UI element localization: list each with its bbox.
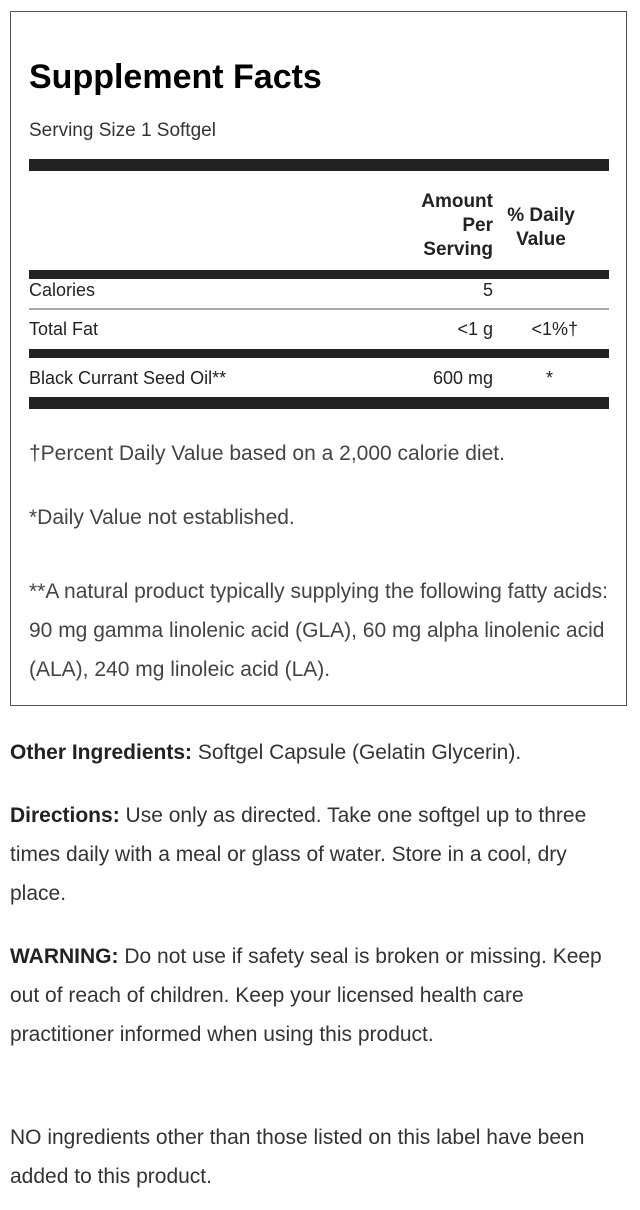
row-calories-name: Calories (29, 280, 96, 300)
amount-header-line2: Per (462, 215, 493, 236)
warning-text: Do not use if safety seal is broken or missing. Keep out of reach of children. Keep your licensed health care practitioner informed when using this product. (10, 945, 602, 1046)
amount-per-serving-header (383, 190, 493, 262)
directions-label: Directions: (10, 804, 120, 827)
warning (10, 937, 625, 1054)
daily-value-header (496, 204, 586, 252)
row-calories-amount: 5 (482, 280, 493, 300)
divider-thick-mid (29, 349, 609, 358)
other-ingredients-text: Softgel Capsule (Gelatin Glycerin). (192, 741, 522, 764)
row-black-currant-name: Black Currant Seed Oil** (29, 368, 227, 388)
dv-header-line2: Value (516, 229, 566, 250)
divider-thick-header (29, 270, 609, 279)
other-ingredients-label: Other Ingredients: (10, 741, 193, 764)
row-total-fat-name: Total Fat (29, 319, 99, 339)
serving-size: Serving Size 1 Softgel (29, 120, 216, 141)
no-ingredients-statement (10, 1118, 625, 1196)
row-black-currant-dv: * (545, 368, 553, 388)
divider-thick-bottom (29, 397, 609, 409)
footnote-percent-dv: †Percent Daily Value based on a 2,000 calorie diet. (29, 442, 505, 465)
directions (10, 796, 625, 913)
warning-label: WARNING: (10, 945, 119, 968)
no-ingredients-text: NO ingredients other than those listed on this label have been added to this product. (10, 1126, 585, 1188)
facts-title: Supplement Facts (29, 58, 322, 96)
amount-header-line3: Serving (423, 239, 493, 260)
footnote-fatty-acids: **A natural product typically supplying the following fatty acids: 90 mg gamma linolenic acid (GLA), 60 mg alpha linolenic acid (ALA), 240 mg linoleic acid (LA). (29, 580, 608, 681)
divider-thin (29, 308, 609, 310)
dv-header-line1: % Daily (507, 205, 575, 226)
row-total-fat-amount: <1 g (457, 319, 493, 339)
supplement-facts-panel (10, 11, 627, 706)
divider-thick-top (29, 159, 609, 171)
row-total-fat-dv: <1%† (531, 319, 578, 339)
directions-text: Use only as directed. Take one softgel up to three times daily with a meal or glass of water. Store in a cool, dry place. (10, 804, 587, 905)
footnote-dv-not-established: *Daily Value not established. (29, 506, 295, 529)
other-ingredients (10, 733, 625, 772)
amount-header-line1: Amount (421, 191, 493, 212)
row-black-currant-amount: 600 mg (432, 368, 493, 388)
